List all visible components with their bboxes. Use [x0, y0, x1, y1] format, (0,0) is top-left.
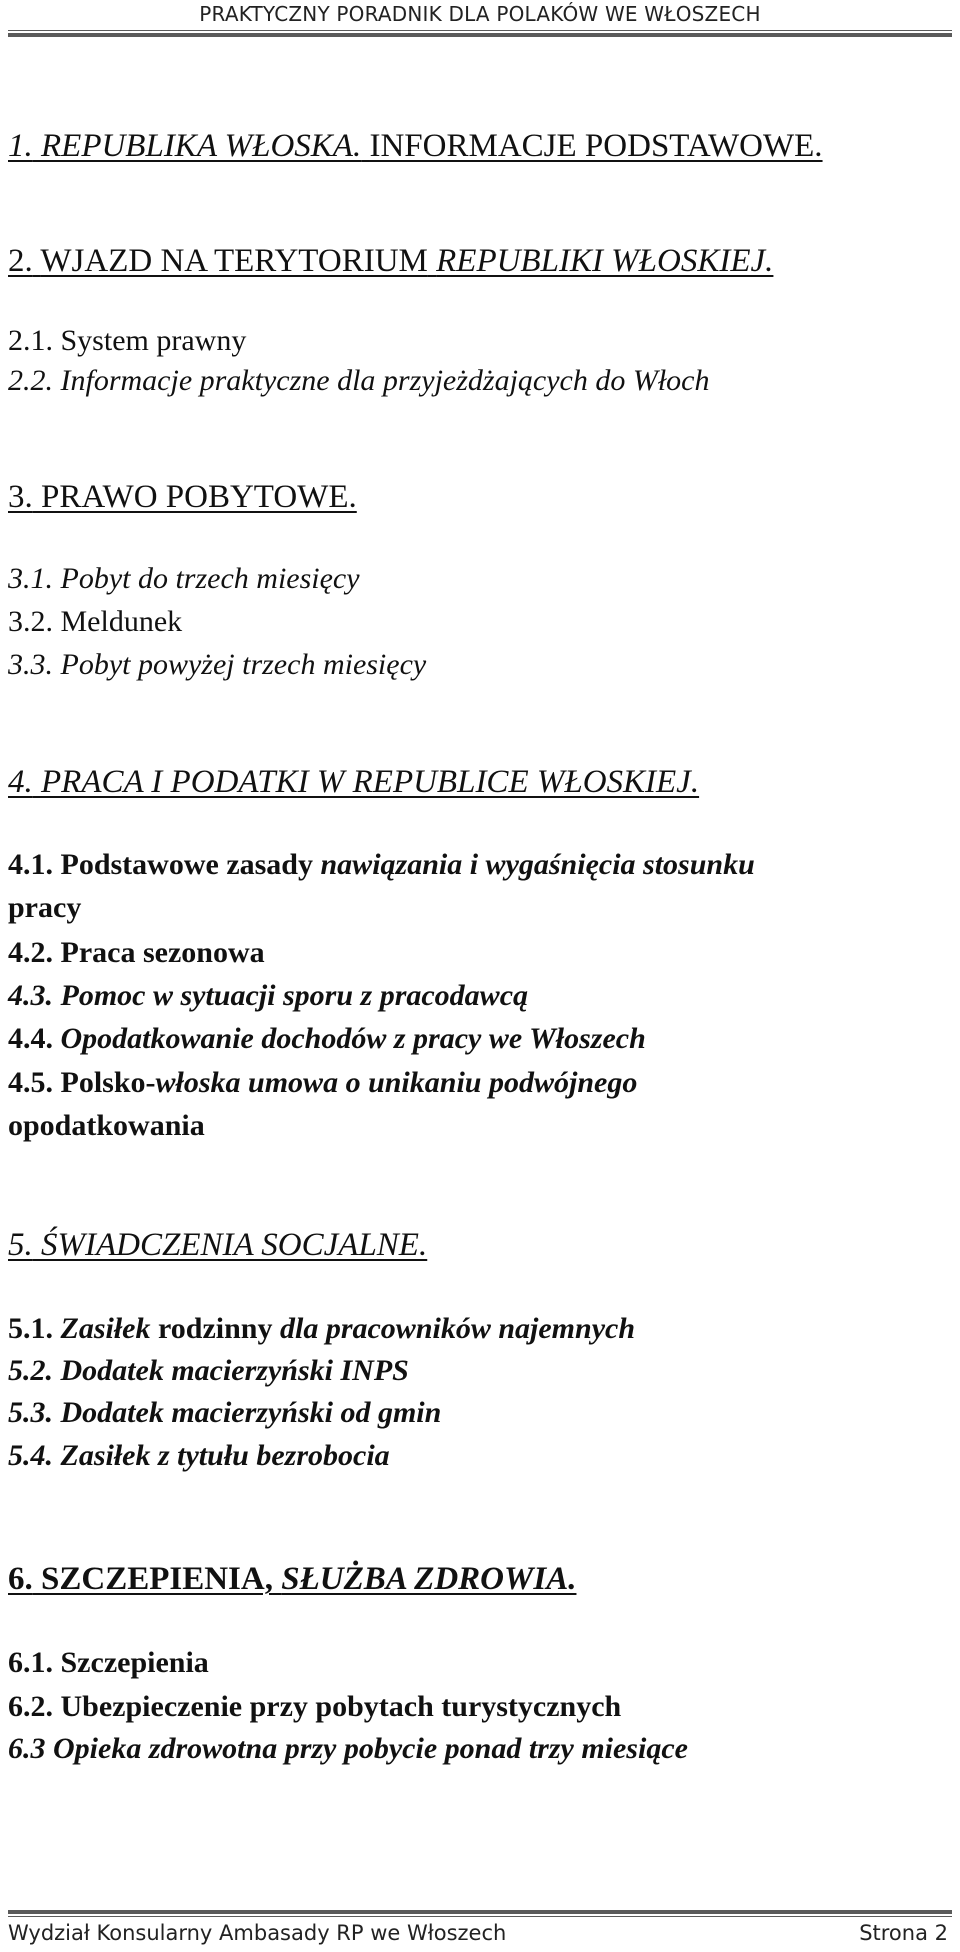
toc-item-2-1-number: 2.1. [8, 324, 53, 357]
toc-item-2-2-title: Informacje praktyczne dla przyjeżdżających do Włoch [60, 364, 710, 397]
footer-department: Wydział Konsularny Ambasady RP we Włoszech [8, 1921, 507, 1945]
toc-item-3-3-title: Pobyt powyżej trzech miesięcy [60, 648, 427, 681]
toc-section-1-title: REPUBLIKA WŁOSKA. [41, 128, 362, 164]
page-footer [8, 1918, 948, 1948]
footer-rule-thin [8, 1916, 952, 1917]
toc-item-3-2[interactable] [8, 603, 182, 641]
toc-item-2-2-number: 2.2. [8, 364, 53, 397]
header-rule-thin [8, 30, 952, 31]
toc-section-4-number: 4. [8, 764, 33, 800]
toc-item-4-4-title: Opodatkowanie dochodów z pracy we Włoszech [60, 1022, 646, 1055]
toc-section-5-title: ŚWIADCZENIA SOCJALNE. [41, 1227, 428, 1263]
toc-item-3-2-number: 3.2. [8, 605, 53, 638]
toc-item-4-1-title-wrap: pracy [8, 891, 82, 924]
toc-item-3-2-title: Meldunek [60, 605, 183, 638]
header-rule-thick [8, 33, 952, 37]
toc-item-4-5[interactable] [8, 1064, 637, 1102]
toc-item-4-3-title: Pomoc w sytuacji sporu z pracodawcą [60, 979, 529, 1012]
toc-item-4-1-title: Podstawowe zasady [60, 848, 313, 881]
toc-item-4-4-number: 4.4. [8, 1022, 53, 1055]
toc-item-5-2-title: Dodatek macierzyński INPS [60, 1354, 409, 1387]
toc-item-4-5-title-wrap: opodatkowania [8, 1109, 205, 1142]
toc-section-1-title-cont: INFORMACJE PODSTAWOWE. [369, 128, 823, 164]
toc-item-5-4[interactable] [8, 1437, 390, 1475]
toc-item-5-1-title-end: dla pracowników najemnych [279, 1312, 636, 1345]
toc-item-5-2[interactable] [8, 1352, 409, 1390]
toc-item-5-4-number: 5.4. [8, 1439, 53, 1472]
toc-item-5-4-title: Zasiłek z tytułu bezrobocia [60, 1439, 390, 1472]
toc-item-5-3-number: 5.3. [8, 1396, 53, 1429]
toc-item-4-1-number: 4.1. [8, 848, 53, 881]
toc-item-5-2-number: 5.2. [8, 1354, 53, 1387]
toc-item-6-1-number: 6.1. [8, 1646, 53, 1679]
toc-item-3-1-title: Pobyt do trzech miesięcy [60, 562, 360, 595]
toc-section-1[interactable] [8, 127, 823, 165]
toc-item-4-2-number: 4.2. [8, 936, 53, 969]
toc-section-6-title: SZCZEPIENIA, [41, 1561, 273, 1597]
toc-item-6-3-number: 6.3 [8, 1732, 46, 1765]
toc-section-6[interactable] [8, 1560, 576, 1598]
toc-item-4-5-title-cont: włoska umowa o unikaniu podwójnego [155, 1066, 638, 1099]
footer-rule-thick [8, 1910, 952, 1914]
toc-item-3-3[interactable] [8, 646, 426, 684]
toc-section-3-title: PRAWO POBYTOWE. [41, 479, 357, 515]
toc-section-2-number: 2. [8, 243, 33, 279]
toc-item-2-1[interactable] [8, 322, 246, 360]
toc-section-5-number: 5. [8, 1227, 33, 1263]
toc-section-3[interactable] [8, 478, 357, 516]
toc-item-4-2[interactable] [8, 934, 265, 972]
toc-section-6-number: 6. [8, 1561, 33, 1597]
toc-item-5-1-number: 5.1. [8, 1312, 53, 1345]
toc-section-2-title: WJAZD NA TERYTORIUM [40, 243, 428, 279]
toc-item-6-1[interactable] [8, 1644, 209, 1682]
toc-item-4-5-title: Polsko- [60, 1066, 156, 1099]
toc-item-4-2-title: Praca sezonowa [60, 936, 265, 969]
toc-section-4[interactable] [8, 763, 699, 801]
toc-item-4-5-wrap [8, 1107, 205, 1145]
toc-item-4-1-wrap [8, 889, 81, 927]
toc-item-5-1-title-mid: rodzinny [158, 1312, 273, 1345]
toc-section-2-title-cont: REPUBLIKI WŁOSKIEJ. [436, 243, 774, 279]
toc-item-6-3-title: Opieka zdrowotna przy pobycie ponad trzy miesiące [53, 1732, 688, 1765]
toc-item-4-1-title-cont: nawiązania i wygaśnięcia stosunku [320, 848, 755, 881]
toc-item-6-2-title: Ubezpieczenie przy pobytach turystycznych [60, 1690, 622, 1723]
toc-item-3-1-number: 3.1. [8, 562, 53, 595]
toc-item-2-1-title: System prawny [60, 324, 247, 357]
toc-item-6-2[interactable] [8, 1688, 621, 1726]
toc-item-4-1[interactable] [8, 846, 755, 884]
toc-item-5-1[interactable] [8, 1310, 635, 1348]
toc-item-5-3[interactable] [8, 1394, 441, 1432]
toc-item-3-3-number: 3.3. [8, 648, 53, 681]
toc-item-4-4[interactable] [8, 1020, 646, 1058]
toc-section-3-number: 3. [8, 479, 33, 515]
toc-section-4-title: PRACA I PODATKI W REPUBLICE WŁOSKIEJ. [41, 764, 700, 800]
toc-item-6-2-number: 6.2. [8, 1690, 53, 1723]
footer-page-number: Strona 2 [859, 1921, 948, 1945]
toc-item-6-3[interactable] [8, 1730, 688, 1768]
toc-item-4-5-number: 4.5. [8, 1066, 53, 1099]
toc-item-6-1-title: Szczepienia [60, 1646, 209, 1679]
toc-section-1-number: 1. [8, 128, 33, 164]
toc-section-6-title-cont: SŁUŻBA ZDROWIA. [281, 1561, 577, 1597]
toc-item-3-1[interactable] [8, 560, 360, 598]
toc-section-2[interactable] [8, 242, 773, 280]
toc-item-2-2[interactable] [8, 362, 710, 400]
toc-section-5[interactable] [8, 1226, 427, 1264]
toc-item-4-3[interactable] [8, 977, 528, 1015]
toc-item-5-3-title: Dodatek macierzyński od gmin [60, 1396, 442, 1429]
toc-item-5-1-title: Zasiłek [60, 1312, 151, 1345]
toc-item-4-3-number: 4.3. [8, 979, 53, 1012]
running-header: PRAKTYCZNY PORADNIK DLA POLAKÓW WE WŁOSZECH [199, 2, 761, 26]
